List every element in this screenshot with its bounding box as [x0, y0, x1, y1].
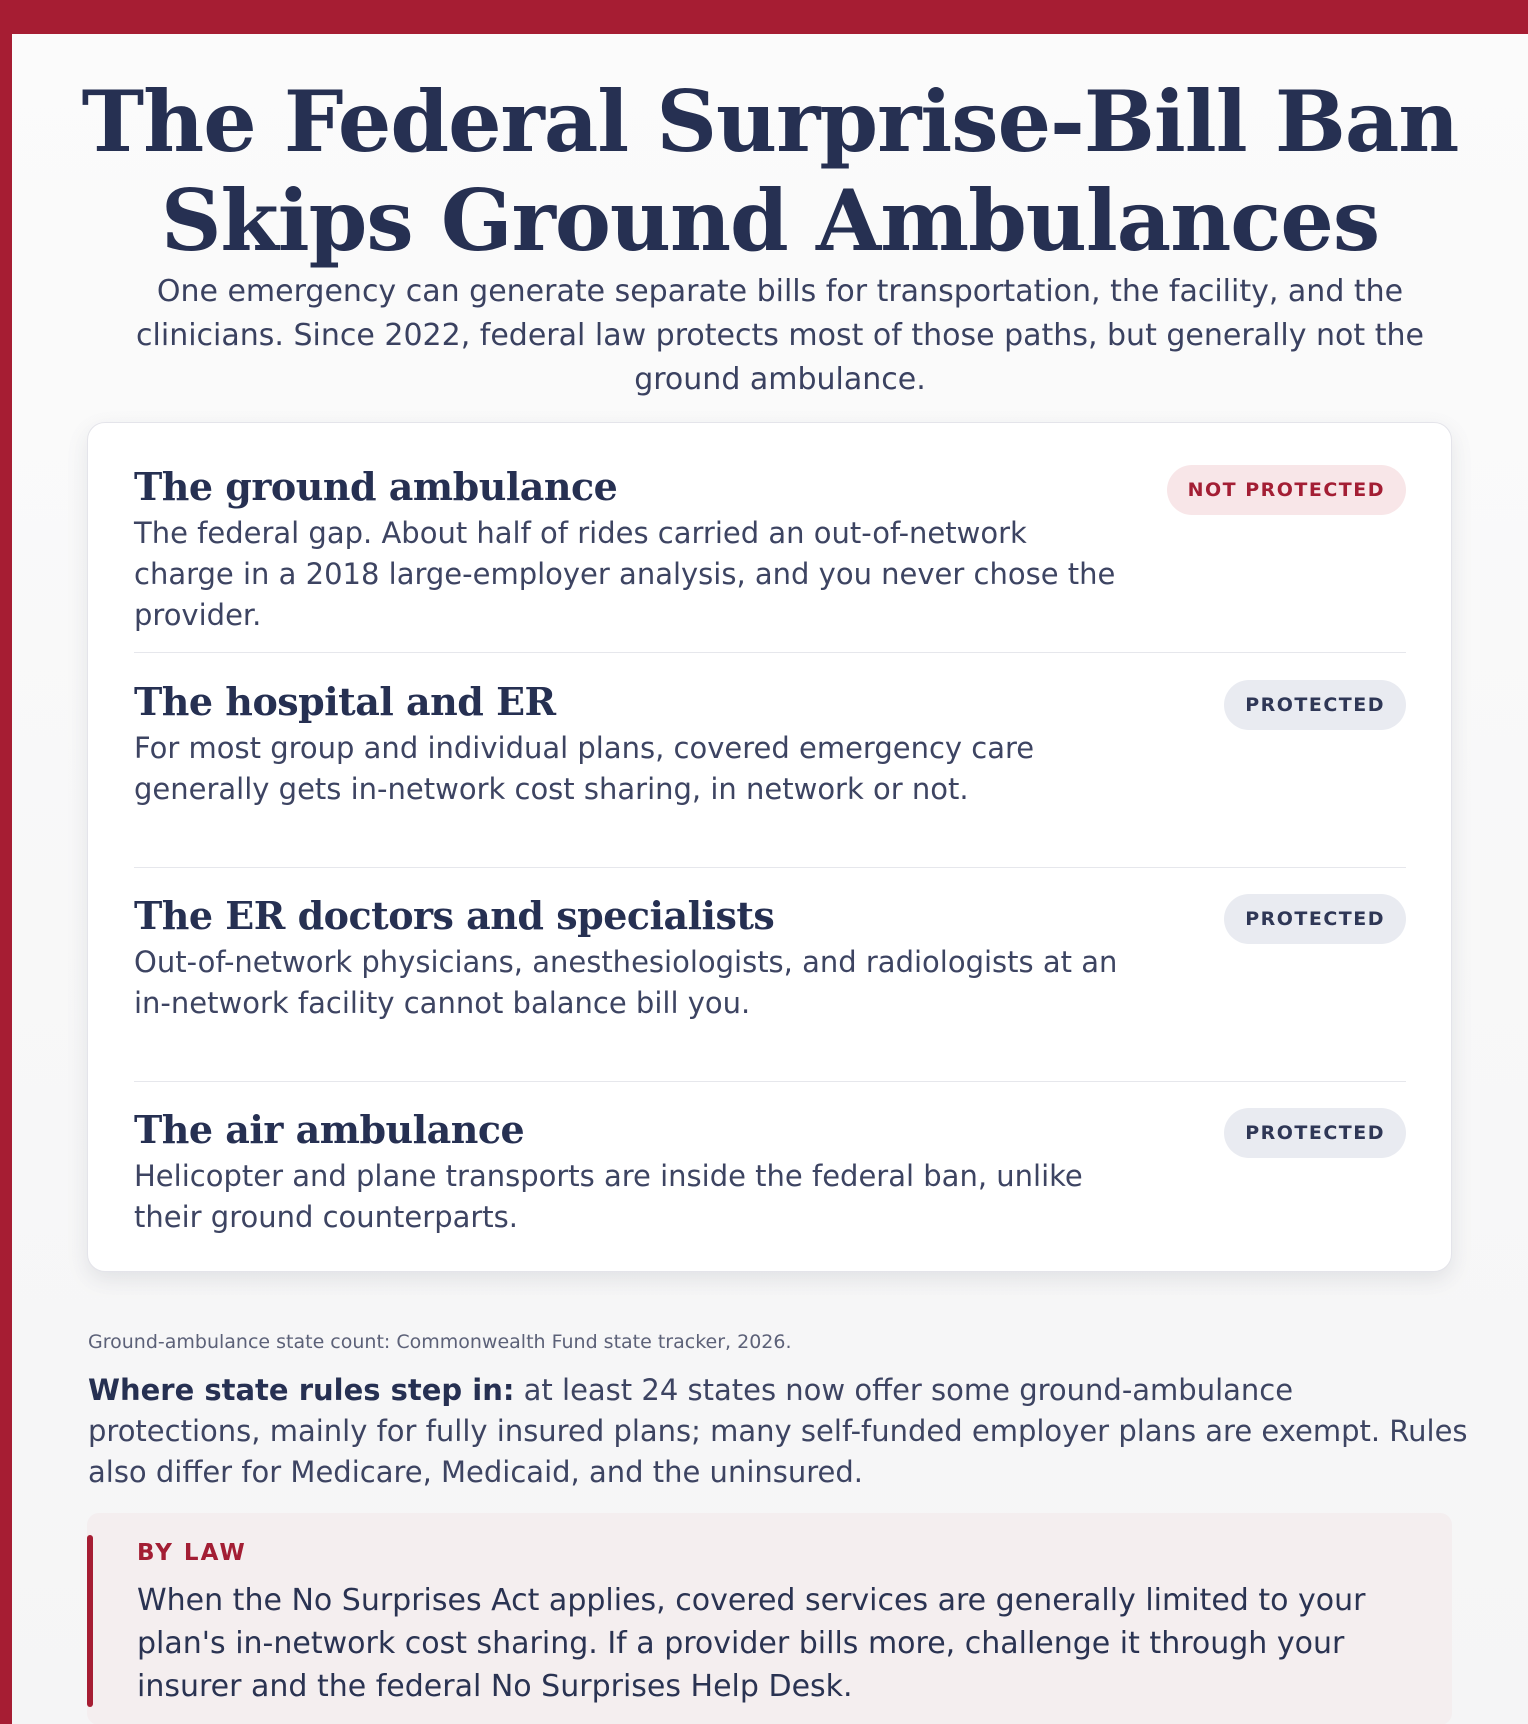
callout-accent-bar [87, 1535, 93, 1707]
list-item-ground-ambulance [134, 463, 1406, 636]
state-rules-paragraph [88, 1370, 1468, 1493]
status-badge-protected: PROTECTED [1224, 894, 1406, 944]
protection-list-card [87, 422, 1452, 1272]
page-title-line-1: The Federal Surprise-Bill Ban [81, 72, 1459, 171]
status-badge-protected: PROTECTED [1224, 1108, 1406, 1158]
item-description: Helicopter and plane transports are inside the federal ban, unlike their ground counterparts. [134, 1159, 1083, 1234]
item-title: The ER doctors and specialists [134, 893, 775, 938]
page-subtitle: One emergency can generate separate bills for transportation, the facility, and the clinicians. Since 2022, federal law protects most of those paths, but generally not the ground ambulance. [136, 274, 1424, 397]
divider [134, 1081, 1406, 1082]
callout-label: BY LAW [137, 1540, 247, 1566]
top-border-bar [0, 0, 1528, 34]
item-title: The air ambulance [134, 1107, 525, 1152]
page-title-line-2: Skips Ground Ambulances [160, 171, 1380, 270]
divider [134, 867, 1406, 868]
item-title: The ground ambulance [134, 464, 618, 509]
item-description: Out-of-network physicians, anesthesiologists, and radiologists at an in-network facility cannot balance bill you. [134, 945, 1118, 1020]
status-badge-protected: PROTECTED [1224, 680, 1406, 730]
list-item-air-ambulance [134, 1106, 1406, 1238]
page-title [12, 72, 1528, 270]
item-title: The hospital and ER [134, 679, 556, 724]
item-description: The federal gap. About half of rides carried an out-of-network charge in a 2018 large-employer analysis, and you never chose the provider. [134, 516, 1116, 632]
item-description: For most group and individual plans, covered emergency care generally gets in-network cost sharing, in network or not. [134, 731, 1035, 806]
status-badge-not-protected: NOT PROTECTED [1167, 465, 1406, 515]
state-rules-text: at least 24 states now offer some ground-ambulance protections, mainly for fully insured plans; many self-funded employer plans are exempt. Rules also differ for Medicare, Medicaid, and the uninsured. [88, 1373, 1468, 1489]
source-note: Ground-ambulance state count: Commonwealth Fund state tracker, 2026. [88, 1331, 792, 1353]
divider [134, 652, 1406, 653]
callout-text: When the No Surprises Act applies, covered services are generally limited to your plan's in-network cost sharing. If a provider bills more, challenge it through your insurer and the federal No Surprises Help Desk. [137, 1583, 1366, 1704]
list-item-hospital-er [134, 678, 1406, 810]
list-item-er-doctors [134, 892, 1406, 1024]
infographic-sheet [12, 34, 1528, 1724]
by-law-callout [87, 1513, 1452, 1724]
state-rules-lead: Where state rules step in: [88, 1373, 515, 1407]
